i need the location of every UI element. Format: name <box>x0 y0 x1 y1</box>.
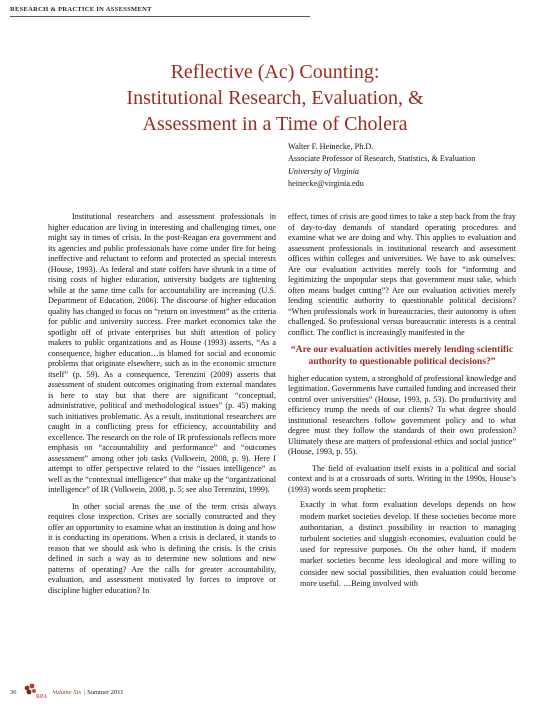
page-number: 36 <box>10 688 17 696</box>
right-paragraph-3: The field of evaluation itself exists in a political and social context and is at a crossroads of sorts. Writing in the 1990s, House’s (1993) words seem prophetic: <box>288 463 516 494</box>
left-column <box>48 212 276 596</box>
title-line-1: Reflective (Ac) Counting: <box>170 61 380 83</box>
article-title <box>40 59 510 137</box>
pull-quote: “Are our evaluation activities merely lending scientific authority to questionable political decisions?” <box>290 344 514 368</box>
author-block <box>288 141 475 190</box>
author-affiliation: University of Virginia <box>288 166 359 176</box>
journal-issue: | Summer 2011 <box>84 688 124 696</box>
header-rule <box>10 16 310 17</box>
left-paragraph-1: Institutional researchers and assessment professionals in higher education are living in interesting and challenging times, one might say in times of crisis. In the post-Reagan era government and its agencies and public professionals have come under fire for being ineffective and reluctant to reform and protected as special interests (House, 1993). As federal and state coffers have shrunk in a time of rising costs of higher education, university budgets are tightening while at the same time calls for accountability are increasing (U.S. Department of Education, 2006). The discourse of higher education quality has changed to focus on “return on investment” as the criteria for public and university success. Free market economics take the spotlight off of private enterprises but shift attention of policy makers to public organizations and as House (1993) asserts, “As a consequence, higher education…is blamed for social and economic problems that originate elsewhere, such as in the economic structure itself” (p. 59). As a consequence, Terenzini (2009) asserts that assessment of student outcomes originating from external mandates is here to stay but that there are significant “conceptual, administrative, political and methodological issues” (p. 45) making such initiatives problematic. As a result, institutional researchers are caught in a conflicting press for efficiency, accountability and excellence. The research on the role of IR professionals reflects more emphasis on “accountability and performance” and “outcomes assessment” among other job tasks (Volkwein, 2008, p. 9). Here I attempt to offer perspective related to the “issues intelligence” as well as the “contextual intelligence” that make up the “organizational intelligence” of IR (Volkwein, 2008, p. 5; see also Terenzini, 1999). <box>48 212 276 494</box>
logo-text: RPA <box>35 694 47 700</box>
title-line-2: Institutional Research, Evaluation, & <box>126 87 424 109</box>
right-paragraph-1: effect, times of crisis are good times to take a step back from the fray of day-to-day demands of standard operating procedures and examine what we are doing and why. This applies to evaluation and assessment professionals in institutional research and assessment offices within colleges and universities. We have to ask ourselves: Are our evaluation activities merely tools for “informing and legitimizing the unpopular steps that government must take, which often means budget cutting”? Are our evaluation activities merely lending scientific authority to questionable political decisions? “When professionals work in bureaucracies, their autonomy is often challenged. So professional versus bureaucratic interests is a central conflict. The conflict is increasingly manifested in the <box>288 212 516 337</box>
author-name: Walter F. Heinecke, Ph.D. <box>288 142 374 151</box>
title-line-3: Assessment in a Time of Cholera <box>142 113 408 135</box>
journal-volume: Volume Six <box>52 688 82 696</box>
right-column <box>288 212 516 589</box>
block-quote: Exactly in what form evaluation develops depends on how modern market societies develop. If these societies become more authoritarian, a distinct possibility in reaction to managing turbulent societies and sluggish economies, evaluation could be used for repressive purposes. On the other hand, if modern market societies become less ideological and more willing to consider new social possibilities, then evaluation could become more useful. …Being involved with <box>300 500 516 588</box>
rpa-logo-icon <box>23 683 47 701</box>
page-footer <box>10 683 124 701</box>
left-paragraph-2: In other social arenas the use of the term crisis always requires close inspection. Crises are socially constructed and they offer an opportunity to examine what an institution is doing and how it is conducting its operations. When a crisis is declared, it stands to reason that we should ask who is defining the crisis. Is the crisis defined in such a way as to determine new solutions and new patterns of operating? Are the calls for greater accountability, evaluation, and assessment motivated by forces to improve or discipline higher education? In <box>48 501 276 595</box>
author-position: Associate Professor of Research, Statistics, & Evaluation <box>288 154 476 164</box>
right-paragraph-2: higher education system, a stronghold of professional knowledge and legitimation. Governments have curtailed funding and increased their control over universities” (House, 1993, p. 53). Do productivity and efficiency trump the needs of our clients? To what degree should institutional researchers follow government policy and to what degree must they follow the standards of their own profession? Ultimately these are matters of professional ethics and social justice” (House, 1993, p. 55). <box>288 373 516 457</box>
author-email[interactable]: heinecke@virginia.edu <box>288 178 364 188</box>
section-header: RESEARCH & PRACTICE IN ASSESSMENT <box>10 6 152 13</box>
